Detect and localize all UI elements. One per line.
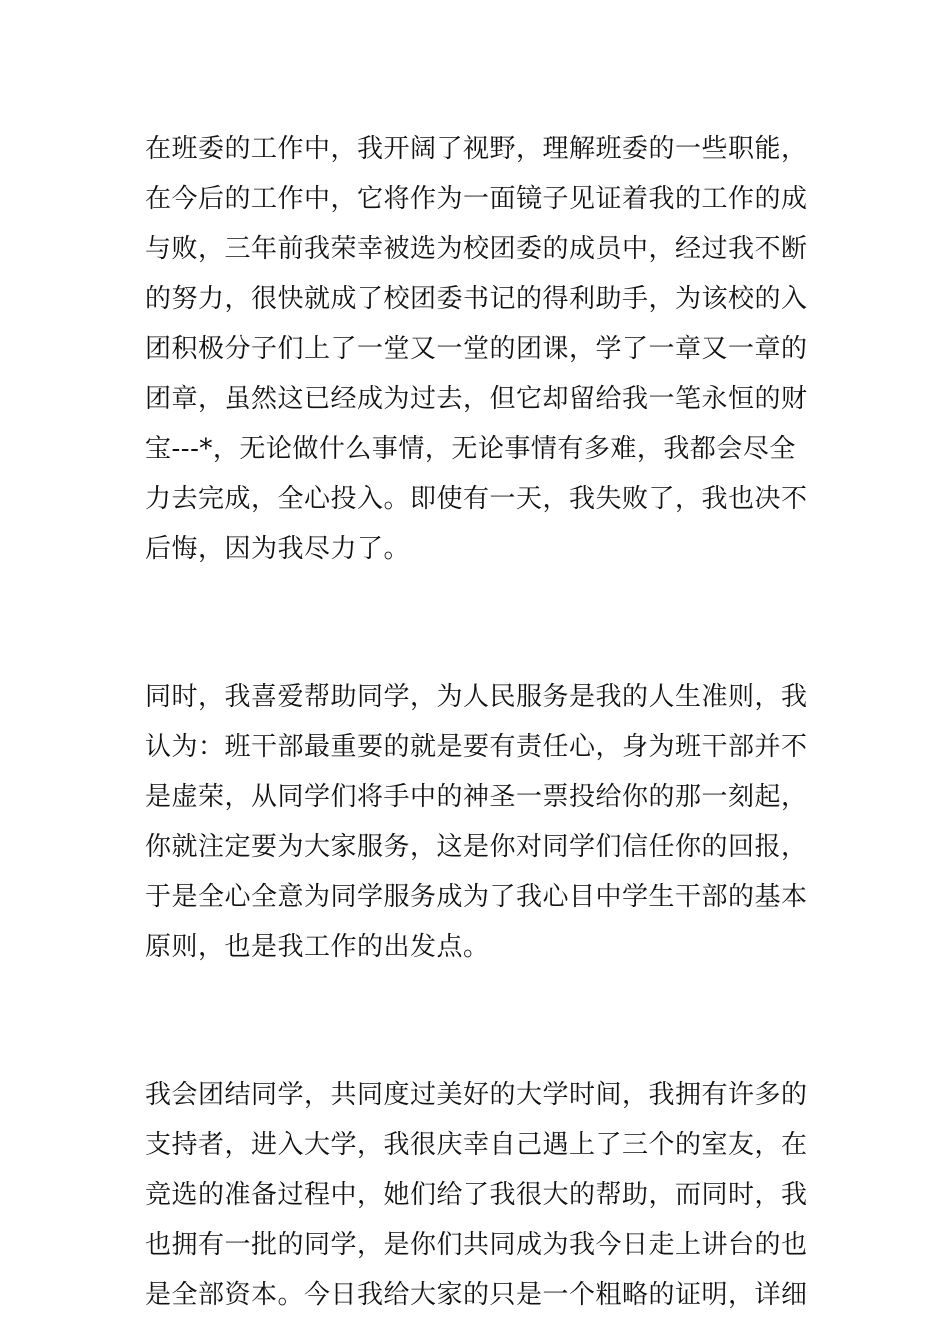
- text-line: 后悔，因为我尽力了。: [145, 534, 411, 564]
- text-line: 团章，虽然这已经成为过去，但它却留给我一笔永恒的财: [145, 384, 808, 414]
- text-line: 你就注定要为大家服务，这是你对同学们信任你的回报，: [145, 832, 808, 862]
- text-line: 于是全心全意为同学服务成为了我心目中学生干部的基本: [145, 882, 808, 912]
- paragraph-2: [145, 672, 809, 972]
- text-line: 宝---*，无论做什么事情，无论事情有多难，我都会尽全: [145, 434, 796, 464]
- paragraph-3: [145, 1070, 809, 1320]
- text-line: 支持者，进入大学，我很庆幸自己遇上了三个的室友，在: [145, 1130, 808, 1160]
- text-line: 力去完成，全心投入。即使有一天，我失败了，我也决不: [145, 484, 808, 514]
- text-line: 认为：班干部最重要的就是要有责任心，身为班干部并不: [145, 732, 808, 762]
- text-line: 在班委的工作中，我开阔了视野，理解班委的一些职能，: [145, 134, 808, 164]
- text-line: 同时，我喜爱帮助同学，为人民服务是我的人生准则，我: [145, 682, 808, 712]
- paragraph-1: [145, 124, 809, 574]
- text-line: 与败，三年前我荣幸被选为校团委的成员中，经过我不断: [145, 234, 808, 264]
- text-line: 竞选的准备过程中，她们给了我很大的帮助，而同时，我: [145, 1180, 808, 1210]
- document-body: [145, 124, 809, 1320]
- text-line: 团积极分子们上了一堂又一堂的团课，学了一章又一章的: [145, 334, 808, 364]
- text-line: 也拥有一批的同学，是你们共同成为我今日走上讲台的也: [145, 1230, 808, 1260]
- text-line: 的努力，很快就成了校团委书记的得利助手，为该校的入: [145, 284, 808, 314]
- text-line: 我会团结同学，共同度过美好的大学时间，我拥有许多的: [145, 1080, 808, 1110]
- text-line: 在今后的工作中，它将作为一面镜子见证着我的工作的成: [145, 184, 808, 214]
- text-line: 原则，也是我工作的出发点。: [145, 932, 490, 962]
- paragraph-spacer: [145, 574, 809, 672]
- text-line: 是全部资本。今日我给大家的只是一个粗略的证明，详细: [145, 1280, 808, 1310]
- paragraph-spacer: [145, 972, 809, 1070]
- text-line: 是虚荣，从同学们将手中的神圣一票投给你的那一刻起，: [145, 782, 808, 812]
